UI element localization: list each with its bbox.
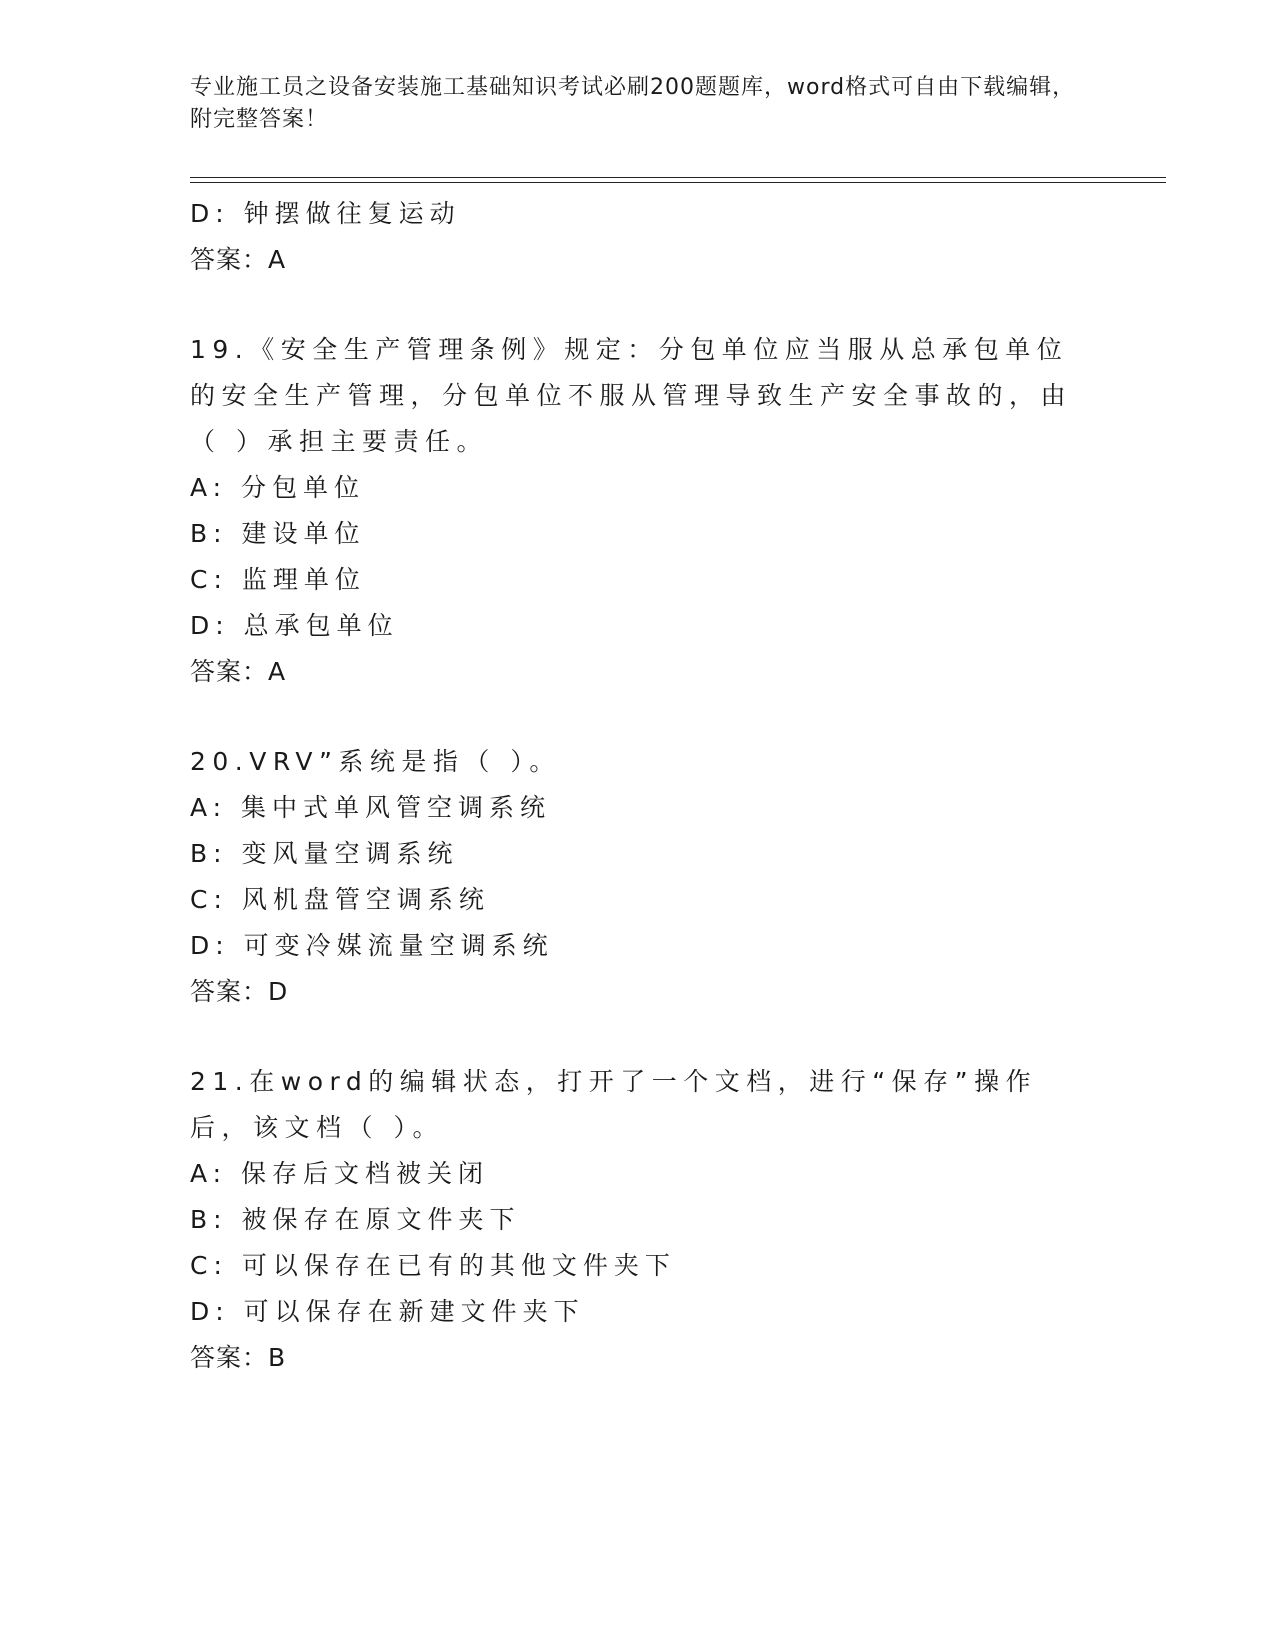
option-c: C: 风机盘管空调系统	[190, 885, 490, 914]
option-d: D: 总承包单位	[190, 611, 399, 640]
option-d: D: 可以保存在新建文件夹下	[190, 1297, 585, 1326]
answer-line: 答案：B	[190, 1343, 287, 1372]
option-a: A: 保存后文档被关闭	[190, 1159, 490, 1188]
option-d: D: 可变冷媒流量空调系统	[190, 931, 554, 960]
question-text: 20.VRV”系统是指（ ）。	[190, 747, 561, 776]
option-c: C: 监理单位	[190, 565, 366, 594]
question-list	[190, 191, 1090, 1381]
question-text: 21.在word的编辑状态，打开了一个文档，进行“保存”操作后，该文档（ ）。	[190, 1067, 1038, 1142]
header-divider	[190, 177, 1166, 183]
question-text: 19.《安全生产管理条例》规定：分包单位应当服从总承包单位的安全生产管理，分包单位不服从管理导致生产安全事故的，由（ ）承担主要责任。	[190, 335, 1073, 456]
question-block	[190, 1059, 1090, 1381]
answer-line: 答案：A	[190, 657, 287, 686]
option-a: A: 分包单位	[190, 473, 366, 502]
option-b: B: 被保存在原文件夹下	[190, 1205, 521, 1234]
answer-line: 答案：D	[190, 977, 289, 1006]
question-block	[190, 327, 1090, 695]
question-block	[190, 739, 1090, 1015]
option-b: B: 变风量空调系统	[190, 839, 459, 868]
answer-line: 答案：A	[190, 245, 287, 274]
document-header: 专业施工员之设备安装施工基础知识考试必刷200题题库，word格式可自由下载编辑，附完整答案！	[190, 75, 1076, 132]
option-d: D: 钟摆做往复运动	[190, 199, 461, 228]
option-b: B: 建设单位	[190, 519, 366, 548]
option-c: C: 可以保存在已有的其他文件夹下	[190, 1251, 676, 1280]
option-a: A: 集中式单风管空调系统	[190, 793, 552, 822]
question-block	[190, 191, 1090, 283]
